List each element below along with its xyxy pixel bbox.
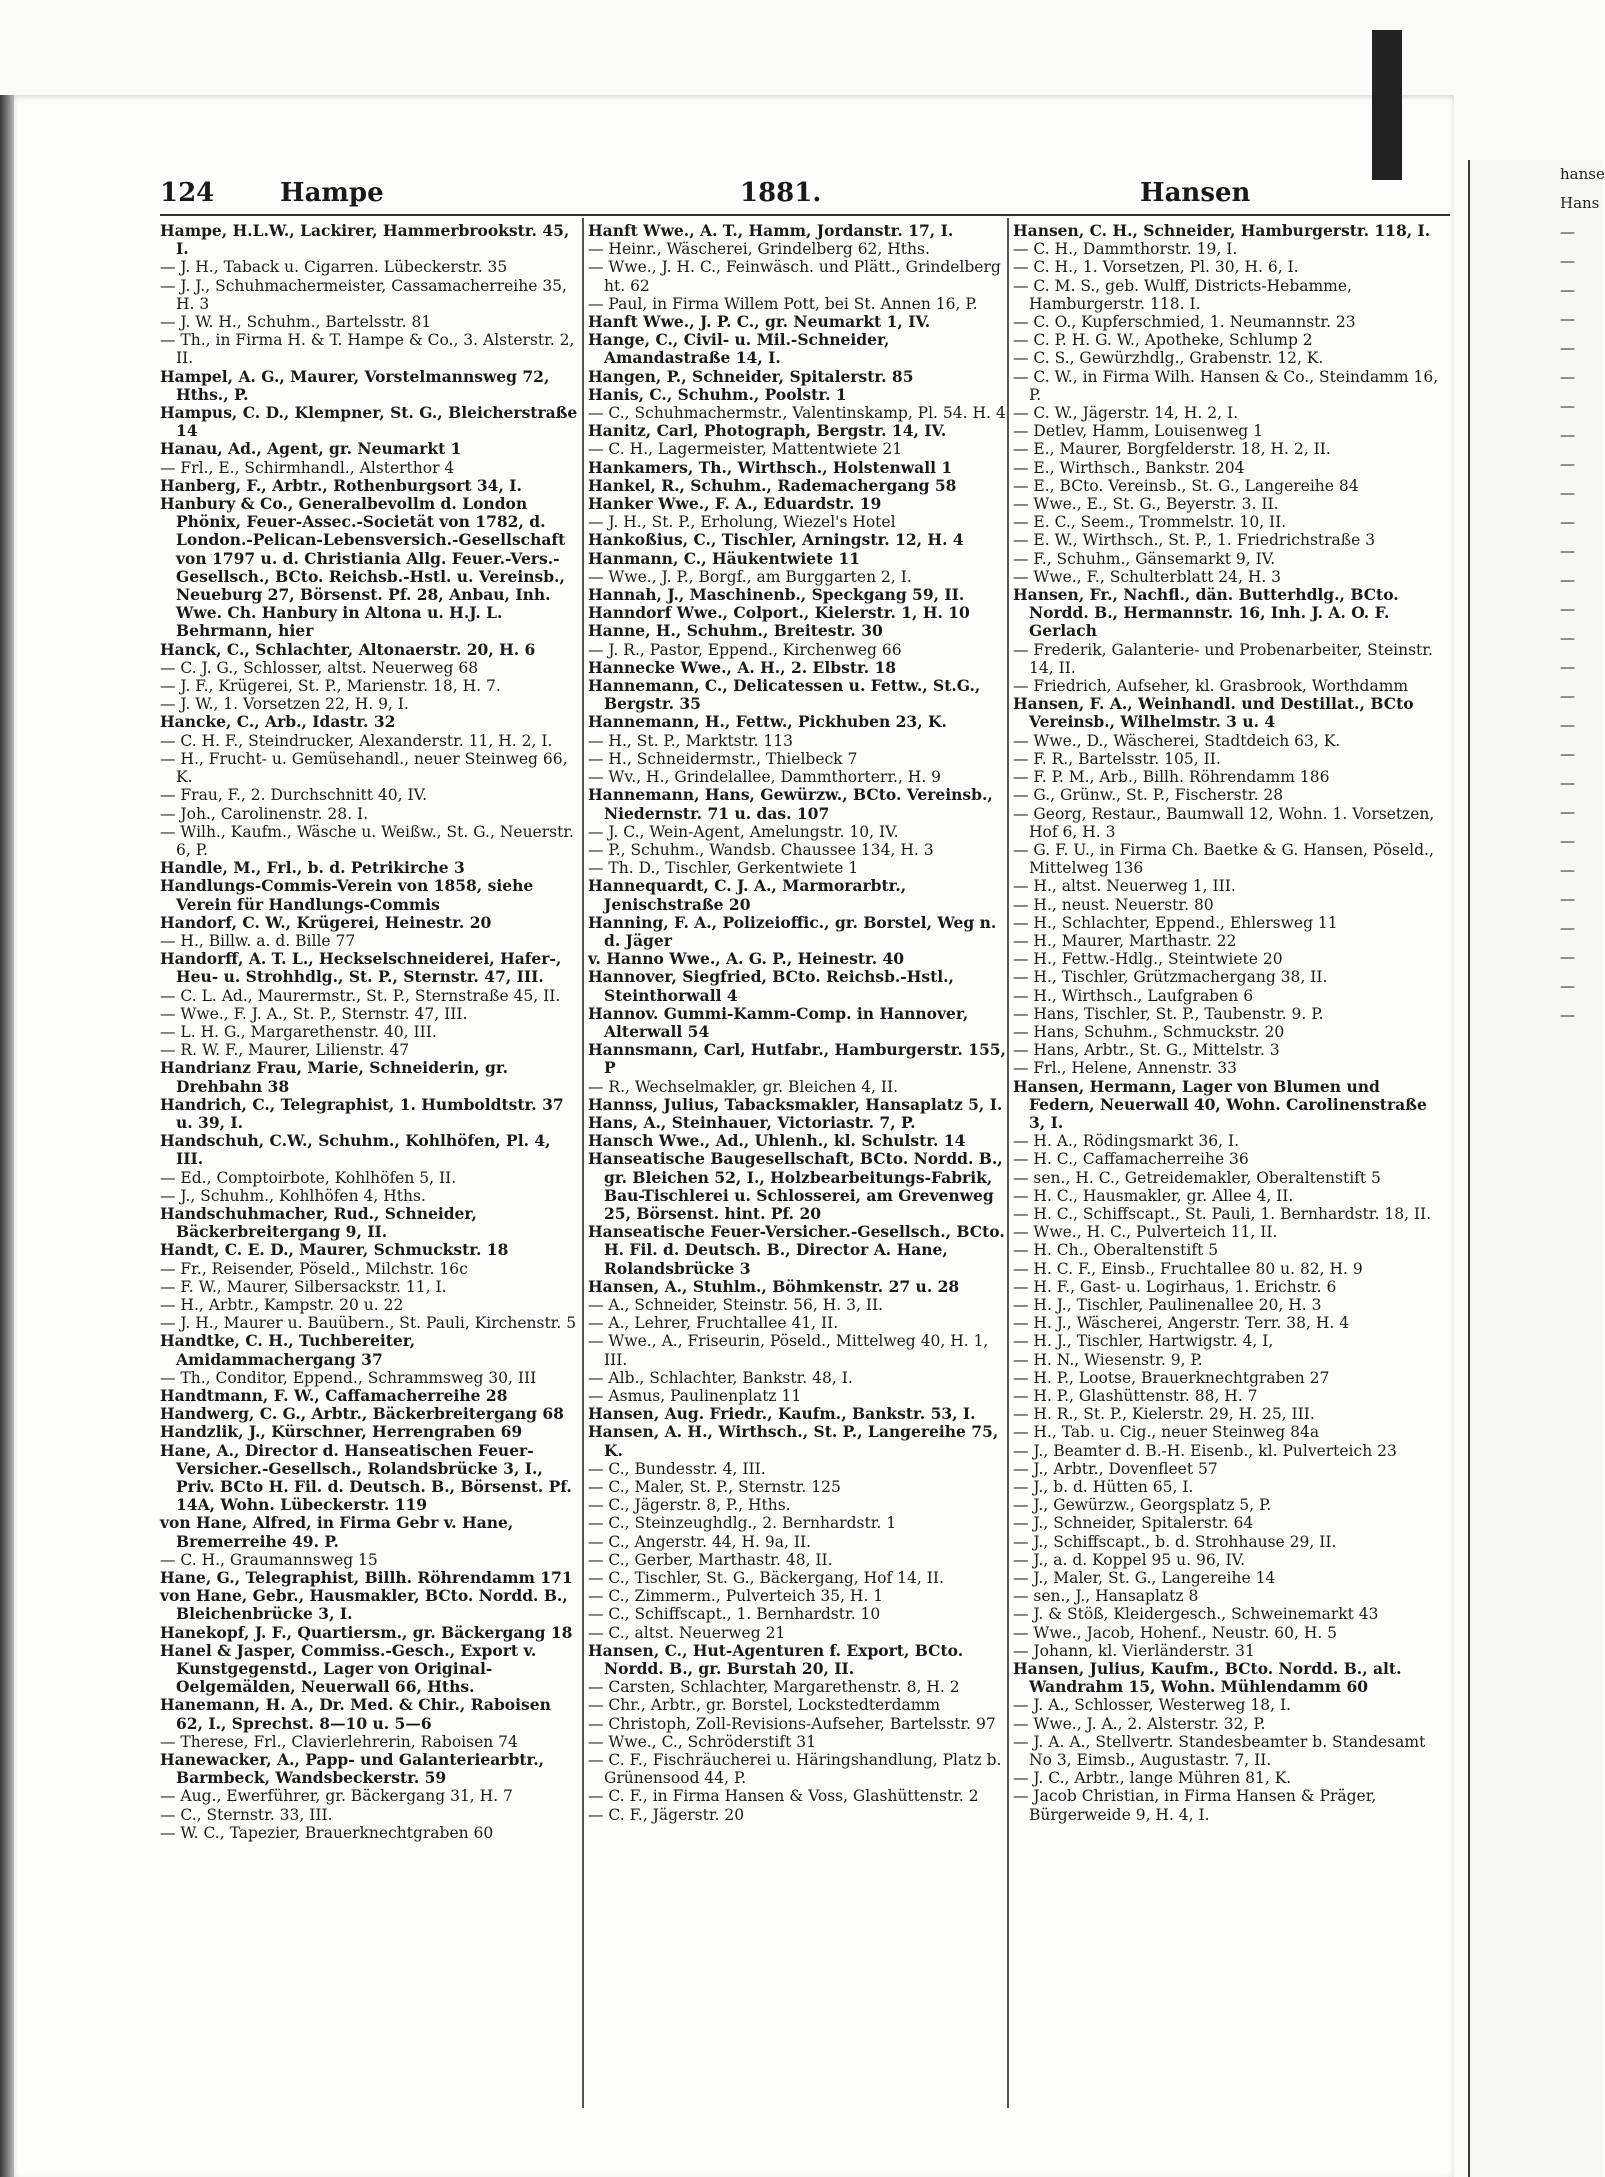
directory-entry: Hanekopf, J. F., Quartiersm., gr. Bäckergang 18 xyxy=(160,1622,573,1642)
directory-entry: — F. W., Maurer, Silbersackstr. 11, I. xyxy=(160,1277,447,1296)
right-running-head: Hansen xyxy=(1140,178,1251,208)
directory-entry: Hanft Wwe., A. T., Hamm, Jordanstr. 17, I. xyxy=(588,221,954,240)
directory-entry: Hanndorf Wwe., Colport., Kielerstr. 1, H. 10 xyxy=(588,603,970,623)
directory-entry: — Wwe., C., Schröderstift 31 xyxy=(588,1732,816,1751)
directory-entry: — W. C., Tapezier, Brauerknechtgraben 60 xyxy=(160,1823,494,1842)
directory-entry: — Th. D., Tischler, Gerkentwiete 1 xyxy=(588,859,859,878)
directory-entry: — Friedrich, Aufseher, kl. Grasbrook, Worthdamm xyxy=(1013,677,1409,696)
directory-entry: — C. W., in Firma Wilh. Hansen & Co., Steindamm 16, P. xyxy=(1013,367,1439,404)
adjacent-page-fragment: — xyxy=(1560,890,1575,908)
directory-entry: — H. C., Hausmakler, gr. Allee 4, II. xyxy=(1013,1186,1294,1205)
directory-entry: Hanberg, F., Arbtr., Rothenburgsort 34, I. xyxy=(160,475,522,495)
directory-entry: — C., Maler, St. P., Sternstr. 125 xyxy=(588,1478,841,1497)
directory-entry: — H., Tab. u. Cig., neuer Steinweg 84a xyxy=(1013,1423,1320,1442)
directory-entry: Handle, M., Frl., b. d. Petrikirche 3 xyxy=(160,858,465,878)
directory-entry: Hankoßius, C., Tischler, Arningstr. 12, H. 4 xyxy=(588,530,964,550)
directory-entry: Hansen, C. H., Schneider, Hamburgerstr. 118, I. xyxy=(1013,221,1431,240)
directory-entry: — Asmus, Paulinenplatz 11 xyxy=(588,1387,802,1405)
adjacent-page-fragment: — xyxy=(1560,455,1575,473)
directory-entry: Hansen, F. A., Weinhandl. und Destillat., BCto Vereinsb., Wilhelmstr. 3 u. 4 xyxy=(1013,694,1414,732)
directory-entry: Hanewacker, A., Papp- und Galanteriearbtr., Barmbeck, Wandsbeckerstr. 59 xyxy=(160,1750,545,1788)
directory-entry: — Frau, F., 2. Durchschnitt 40, IV. xyxy=(160,786,428,805)
adjacent-page-fragment: — xyxy=(1560,484,1575,502)
adjacent-page-fragment: — xyxy=(1560,629,1575,647)
directory-entry: — E., Wirthsch., Bankstr. 204 xyxy=(1013,458,1245,477)
directory-entry: — Therese, Frl., Clavierlehrerin, Raboisen 74 xyxy=(160,1732,518,1751)
directory-entry: — Frederik, Galanterie- und Probenarbeiter, Steinstr. 14, II. xyxy=(1013,640,1433,677)
directory-entry: — Georg, Restaur., Baumwall 12, Wohn. 1. Vorsetzen, Hof 6, H. 3 xyxy=(1013,804,1435,841)
directory-entry: — H., Maurer, Marthastr. 22 xyxy=(1013,931,1237,950)
directory-entry: — Wwe., F., Schulterblatt 24, H. 3 xyxy=(1013,567,1282,586)
directory-entry: — J. C., Arbtr., lange Mühren 81, K. xyxy=(1013,1769,1292,1788)
directory-entry: Hanau, Ad., Agent, gr. Neumarkt 1 xyxy=(160,439,462,459)
directory-entry: — Wwe., F. J. A., St. P., Sternstr. 47, III. xyxy=(160,1004,468,1023)
directory-entry: — Th., in Firma H. & T. Hampe & Co., 3. Alsterstr. 2, II. xyxy=(160,331,575,368)
adjacent-page-fragment: hanse xyxy=(1560,165,1605,183)
directory-entry: — J. W., 1. Vorsetzen 22, H. 9, I. xyxy=(160,695,409,714)
directory-entry: — J. R., Pastor, Eppend., Kirchenweg 66 xyxy=(588,640,902,659)
directory-entry: — Wwe., J. A., 2. Alsterstr. 32, P. xyxy=(1013,1714,1266,1733)
directory-entry: — Paul, in Firma Willem Pott, bei St. Annen 16, P. xyxy=(588,294,978,313)
directory-entry: Hanck, C., Schlachter, Altonaerstr. 20, H. 6 xyxy=(160,639,536,659)
directory-entry: von Hane, Gebr., Hausmakler, BCto. Nordd. B., Bleichenbrücke 3, I. xyxy=(160,1586,568,1624)
directory-entry: — Aug., Ewerführer, gr. Bäckergang 31, H. 7 xyxy=(160,1787,513,1806)
directory-entry: Hanker Wwe., F. A., Eduardstr. 19 xyxy=(588,494,882,514)
directory-entry: — sen., J., Hansaplatz 8 xyxy=(1013,1587,1199,1606)
directory-entry: Handwerg, C. G., Arbtr., Bäckerbreitergang 68 xyxy=(160,1404,564,1424)
directory-entry: Handrianz Frau, Marie, Schneiderin, gr. Drehbahn 38 xyxy=(160,1058,508,1096)
directory-entry: — Wwe., Jacob, Hohenf., Neustr. 60, H. 5 xyxy=(1013,1623,1338,1642)
directory-entry: — J., Beamter d. B.-H. Eisenb., kl. Pulverteich 23 xyxy=(1013,1441,1397,1460)
directory-entry: Hansen, Fr., Nachfl., dän. Butterhdlg., BCto. Nordd. B., Hermannstr. 16, Inh. J. A. O. F. Gerlach xyxy=(1013,585,1399,641)
directory-entry: — C. S., Gewürzhdlg., Grabenstr. 12, K. xyxy=(1013,349,1324,368)
directory-entry: Handorff, A. T. L., Heckselschneiderei, Hafer-, Heu- u. Strohhdlg., St. P., Sternstr. 47, III. xyxy=(160,949,562,987)
adjacent-page-fragment: — xyxy=(1560,600,1575,618)
directory-entry: — H., St. P., Marktstr. 113 xyxy=(588,731,793,750)
scan-edge-strip xyxy=(1372,30,1402,180)
directory-entry: — C. H., Lagermeister, Mattentwiete 21 xyxy=(588,440,903,459)
directory-entry: Hankel, R., Schuhm., Rademachergang 58 xyxy=(588,475,957,495)
directory-entry: — H., Arbtr., Kampstr. 20 u. 22 xyxy=(160,1295,404,1314)
directory-entry: Handlungs-Commis-Verein von 1858, siehe Verein für Handlungs-Commis xyxy=(160,876,534,914)
adjacent-page-fragment: — xyxy=(1560,368,1575,386)
directory-entry: Hange, C., Civil- u. Mil.-Schneider, Amandastraße 14, I. xyxy=(588,330,890,368)
directory-entry: — Hans, Tischler, St. P., Taubenstr. 9. P. xyxy=(1013,1004,1324,1023)
directory-entry: — H., Fettw.-Hdlg., Steintwiete 20 xyxy=(1013,950,1283,969)
directory-entry: Hannemann, H., Fettw., Pickhuben 23, K. xyxy=(588,712,947,732)
directory-entry: — E. C., Seem., Trommelstr. 10, II. xyxy=(1013,513,1287,532)
directory-entry: — E., Maurer, Borgfelderstr. 18, H. 2, II. xyxy=(1013,440,1331,459)
directory-entry: Handt, C. E. D., Maurer, Schmuckstr. 18 xyxy=(160,1240,509,1260)
directory-entry: Handschuhmacher, Rud., Schneider, Bäckerbreitergang 9, II. xyxy=(160,1203,477,1242)
directory-entry: — Frl., Helene, Annenstr. 33 xyxy=(1013,1059,1237,1078)
directory-entry: — R. W. F., Maurer, Lilienstr. 47 xyxy=(160,1041,410,1060)
directory-entry: Hannecke Wwe., A. H., 2. Elbstr. 18 xyxy=(588,657,897,677)
directory-entry: Hanning, F. A., Polizeioffic., gr. Borstel, Weg n. d. Jäger xyxy=(588,912,997,950)
directory-entry: Hanitz, Carl, Photograph, Bergstr. 14, IV. xyxy=(588,421,947,441)
directory-entry: — F. R., Bartelsstr. 105, II. xyxy=(1013,749,1221,768)
directory-entry: — H. P., Glashüttenstr. 88, H. 7 xyxy=(1013,1387,1258,1405)
directory-entry: Hannemann, C., Delicatessen u. Fettw., St.G., Bergstr. 35 xyxy=(588,676,981,714)
directory-entry: — R., Wechselmakler, gr. Bleichen 4, II. xyxy=(588,1077,899,1096)
year-heading: 1881. xyxy=(740,178,822,208)
directory-entry: — J. & Stöß, Kleidergesch., Schweinemarkt 43 xyxy=(1013,1605,1379,1624)
directory-entry: — J. H., St. P., Erholung, Wiezel's Hotel xyxy=(588,513,896,532)
directory-entry: — C. O., Kupferschmied, 1. Neumannstr. 23 xyxy=(1013,313,1356,332)
directory-entry: — Chr., Arbtr., gr. Borstel, Lockstedterdamm xyxy=(588,1696,941,1715)
directory-entry: — J. C., Wein-Agent, Amelungstr. 10, IV. xyxy=(588,822,899,841)
directory-entry: — J. H., Maurer u. Bauübern., St. Pauli, Kirchenstr. 5 xyxy=(160,1314,577,1333)
directory-entry: Hannover, Siegfried, BCto. Reichsb.-Hstl., Steinthorwall 4 xyxy=(588,967,954,1005)
directory-entry: — C., Steinzeughdlg., 2. Bernhardstr. 1 xyxy=(588,1514,897,1533)
directory-entry: Hannov. Gummi-Kamm-Comp. in Hannover, Alterwall 54 xyxy=(588,1003,969,1041)
directory-entry: — C. L. Ad., Maurermstr., St. P., Sternstraße 45, II. xyxy=(160,986,561,1005)
directory-entry: — C., Angerstr. 44, H. 9a, II. xyxy=(588,1532,812,1551)
directory-entry: Hancke, C., Arb., Idastr. 32 xyxy=(160,712,396,732)
directory-entry: Hane, A., Director d. Hanseatischen Feuer-Versicher.-Gesellsch., Rolandsbrücke 3, I., Priv. BCto H. Fil. d. Deutsch. B., Börsenst. Pf. 14A, Wohn. Lübeckerstr. 119 xyxy=(160,1440,572,1515)
adjacent-page-fragment: — xyxy=(1560,658,1575,676)
column-divider xyxy=(582,218,584,2108)
directory-entry: — C., Jägerstr. 8, P., Hths. xyxy=(588,1496,791,1515)
directory-entry: — J. H., Taback u. Cigarren. Lübeckerstr. 35 xyxy=(160,258,508,277)
directory-entry: Hansen, Aug. Friedr., Kaufm., Bankstr. 53, I. xyxy=(588,1404,976,1424)
directory-entry: Hansen, Julius, Kaufm., BCto. Nordd. B., alt. Wandrahm 15, Wohn. Mühlendamm 60 xyxy=(1013,1659,1402,1697)
adjacent-page-fragment: — xyxy=(1560,397,1575,415)
directory-column-2 xyxy=(588,222,1006,2112)
directory-entry: Hankamers, Th., Wirthsch., Holstenwall 1 xyxy=(588,457,953,477)
directory-entry: Hanmann, C., Häukentwiete 11 xyxy=(588,548,861,568)
directory-entry: — J., Schneider, Spitalerstr. 64 xyxy=(1013,1514,1254,1533)
directory-entry: — Christoph, Zoll-Revisions-Aufseher, Bartelsstr. 97 xyxy=(588,1714,996,1733)
adjacent-page-fragment: — xyxy=(1560,716,1575,734)
directory-entry: — J., Schuhm., Kohlhöfen 4, Hths. xyxy=(160,1186,426,1205)
directory-entry: Hannemann, Hans, Gewürzw., BCto. Vereinsb., Niedernstr. 71 u. das. 107 xyxy=(588,785,993,823)
directory-entry: — Wwe., J. P., Borgf., am Burggarten 2, I. xyxy=(588,567,912,586)
adjacent-page-fragment: — xyxy=(1560,513,1575,531)
directory-entry: — H. Ch., Oberaltenstift 5 xyxy=(1013,1241,1219,1260)
adjacent-page-fragment: — xyxy=(1560,223,1575,241)
adjacent-page-fragment: — xyxy=(1560,339,1575,357)
directory-column-1 xyxy=(160,222,578,2112)
directory-entry: — H. A., Rödingsmarkt 36, I. xyxy=(1013,1132,1240,1151)
adjacent-page-fragment: Hans xyxy=(1560,194,1600,212)
directory-entry: — G., Grünw., St. P., Fischerstr. 28 xyxy=(1013,786,1284,805)
adjacent-page-fragment: — xyxy=(1560,252,1575,270)
directory-entry: Hampus, C. D., Klempner, St. G., Bleicherstraße 14 xyxy=(160,403,578,441)
directory-entry: — C. H., 1. Vorsetzen, Pl. 30, H. 6, I. xyxy=(1013,258,1299,277)
directory-entry: — Wwe., H. C., Pulverteich 11, II. xyxy=(1013,1223,1278,1242)
directory-entry: — Wwe., D., Wäscherei, Stadtdeich 63, K. xyxy=(1013,731,1341,750)
directory-entry: Hannss, Julius, Tabacksmakler, Hansaplatz 5, I. xyxy=(588,1094,1003,1114)
directory-entry: Hangen, P., Schneider, Spitalerstr. 85 xyxy=(588,366,914,386)
directory-entry: Hanne, H., Schuhm., Breitestr. 30 xyxy=(588,621,883,641)
directory-entry: — Hans, Arbtr., St. G., Mittelstr. 3 xyxy=(1013,1041,1280,1060)
directory-entry: Hanft Wwe., J. P. C., gr. Neumarkt 1, IV. xyxy=(588,312,931,332)
directory-entry: Hampel, A. G., Maurer, Vorstelmannsweg 72, Hths., P. xyxy=(160,366,550,404)
directory-entry: Hans, A., Steinhauer, Victoriastr. 7, P. xyxy=(588,1112,916,1132)
directory-entry: Hansch Wwe., Ad., Uhlenh., kl. Schulstr. 14 xyxy=(588,1131,966,1151)
directory-entry: Handrich, C., Telegraphist, 1. Humboldtstr. 37 u. 39, I. xyxy=(160,1094,564,1132)
directory-entry: — E., BCto. Vereinsb., St. G., Langereihe 84 xyxy=(1013,476,1359,495)
directory-entry: — C. J. G., Schlosser, altst. Neuerweg 68 xyxy=(160,658,479,677)
directory-entry: — J., Maler, St. G., Langereihe 14 xyxy=(1013,1569,1276,1588)
directory-entry: — C. M. S., geb. Wulff, Districts-Hebamme, Hamburgerstr. 118. I. xyxy=(1013,276,1352,313)
header-rule xyxy=(160,214,1450,216)
adjacent-page-fragment: — xyxy=(1560,745,1575,763)
directory-column-3 xyxy=(1013,222,1443,2112)
directory-entry: — H. C., Schiffscapt., St. Pauli, 1. Bernhardstr. 18, II. xyxy=(1013,1204,1432,1223)
directory-entry: Handtmann, F. W., Caffamacherreihe 28 xyxy=(160,1386,508,1405)
directory-entry: — Fr., Reisender, Pöseld., Milchstr. 16c xyxy=(160,1259,468,1278)
directory-entry: — C., altst. Neuerweg 21 xyxy=(588,1623,786,1642)
directory-entry: — J. F., Krügerei, St. P., Marienstr. 18, H. 7. xyxy=(160,677,501,696)
adjacent-page-fragment: — xyxy=(1560,687,1575,705)
directory-entry: — J., a. d. Koppel 95 u. 96, IV. xyxy=(1013,1550,1246,1569)
directory-entry: — C. H., Dammthorstr. 19, I. xyxy=(1013,240,1238,259)
directory-entry: Handzlik, J., Kürschner, Herrengraben 69 xyxy=(160,1422,523,1442)
directory-entry: — H. J., Tischler, Hartwigstr. 4, I, xyxy=(1013,1332,1274,1351)
directory-entry: — C. F., in Firma Hansen & Voss, Glashüttenstr. 2 xyxy=(588,1787,979,1806)
directory-entry: — Wwe., J. H. C., Feinwäsch. und Plätt., Grindelberg ht. 62 xyxy=(588,258,1001,295)
directory-entry: — C., Bundesstr. 4, III. xyxy=(588,1459,766,1478)
directory-entry: — Wwe., E., St. G., Beyerstr. 3. II. xyxy=(1013,495,1279,514)
directory-entry: — C., Schiffscapt., 1. Bernhardstr. 10 xyxy=(588,1605,881,1624)
directory-entry: — C., Gerber, Marthastr. 48, II. xyxy=(588,1550,833,1569)
directory-entry: — H. C., Caffamacherreihe 36 xyxy=(1013,1150,1249,1169)
directory-entry: — J., Arbtr., Dovenfleet 57 xyxy=(1013,1459,1218,1478)
directory-entry: — Joh., Carolinenstr. 28. I. xyxy=(160,804,369,823)
directory-entry: — C. P. H. G. W., Apotheke, Schlump 2 xyxy=(1013,331,1313,350)
directory-entry: Hanseatische Feuer-Versicher.-Gesellsch., BCto. H. Fil. d. Deutsch. B., Director A. Hane, Rolandsbrücke 3 xyxy=(588,1222,1005,1278)
directory-entry: Hampe, H.L.W., Lackirer, Hammerbrookstr. 45, I. xyxy=(160,221,570,259)
directory-entry: — Alb., Schlachter, Bankstr. 48, I. xyxy=(588,1368,853,1387)
directory-entry: — C., Schuhmachermstr., Valentinskamp, Pl. 54. H. 4 xyxy=(588,404,1006,423)
directory-entry: — H. N., Wiesenstr. 9, P. xyxy=(1013,1350,1203,1369)
directory-entry: — H., neust. Neuerstr. 80 xyxy=(1013,895,1214,914)
directory-entry: — C. H. F., Steindrucker, Alexanderstr. 11, H. 2, I. xyxy=(160,731,553,750)
directory-entry: — J., Gewürzw., Georgsplatz 5, P. xyxy=(1013,1496,1272,1515)
directory-entry: — Jacob Christian, in Firma Hansen & Präger, Bürgerweide 9, H. 4, I. xyxy=(1013,1787,1377,1824)
directory-entry: — C. H., Graumannsweg 15 xyxy=(160,1550,378,1569)
directory-entry: — C., Sternstr. 33, III. xyxy=(160,1805,333,1824)
directory-entry: — H. J., Tischler, Paulinenallee 20, H. 3 xyxy=(1013,1295,1322,1314)
directory-entry: Hanseatische Baugesellschaft, BCto. Nordd. B., gr. Bleichen 52, I., Holzbearbeitungs-Fabrik, Bau-Tischlerei u. Schlosserei, am Grevenweg 25, Börsenst. hint. Pf. 20 xyxy=(588,1149,1003,1223)
directory-entry: — C., Tischler, St. G., Bäckergang, Hof 14, II. xyxy=(588,1569,944,1588)
directory-entry: Handtke, C. H., Tuchbereiter, Amidammachergang 37 xyxy=(160,1331,416,1369)
directory-entry: — sen., H. C., Getreidemakler, Oberaltenstift 5 xyxy=(1013,1168,1381,1187)
directory-entry: — J. A. A., Stellvertr. Standesbeamter b. Standesamt No 3, Eimsb., Augustastr. 7, II. xyxy=(1013,1732,1426,1770)
directory-entry: — Carsten, Schlachter, Margarethenstr. 8, H. 2 xyxy=(588,1678,960,1697)
directory-entry: Handschuh, C.W., Schuhm., Kohlhöfen, Pl. 4, III. xyxy=(160,1131,551,1169)
directory-entry: — H., altst. Neuerweg 1, III. xyxy=(1013,877,1236,896)
adjacent-page-fragment: — xyxy=(1560,803,1575,821)
directory-entry: Hansen, Hermann, Lager von Blumen und Federn, Neuerwall 40, Wohn. Carolinenstraße 3, I. xyxy=(1013,1076,1427,1132)
directory-entry: — F., Schuhm., Gänsemarkt 9, IV. xyxy=(1013,549,1276,568)
directory-entry: — Johann, kl. Vierländerstr. 31 xyxy=(1013,1641,1255,1660)
directory-entry: — H. C. F., Einsb., Fruchtallee 80 u. 82, H. 9 xyxy=(1013,1259,1363,1278)
directory-entry: — E. W., Wirthsch., St. P., 1. Friedrichstraße 3 xyxy=(1013,531,1376,550)
directory-entry: — H. F., Gast- u. Logirhaus, 1. Erichstr. 6 xyxy=(1013,1277,1337,1296)
page-number: 124 xyxy=(160,178,215,208)
directory-entry: — H., Schneidermstr., Thielbeck 7 xyxy=(588,749,858,768)
directory-entry: — J., b. d. Hütten 65, I. xyxy=(1013,1478,1194,1497)
page-header xyxy=(160,178,1410,212)
directory-entry: Hanel & Jasper, Commiss.-Gesch., Export v. Kunstgegenstd., Lager von Original-Oelgemälden, Neuerwall 66, Hths. xyxy=(160,1640,537,1697)
adjacent-page-fragment: — xyxy=(1560,281,1575,299)
adjacent-page-fragment: — xyxy=(1560,948,1575,966)
directory-entry: — H., Schlachter, Eppend., Ehlersweg 11 xyxy=(1013,913,1338,932)
directory-entry: — H. J., Wäscherei, Angerstr. Terr. 38, H. 4 xyxy=(1013,1314,1350,1333)
left-running-head: Hampe xyxy=(280,178,384,208)
directory-entry: — Heinr., Wäscherei, Grindelberg 62, Hths. xyxy=(588,240,930,259)
directory-entry: v. Hanno Wwe., A. G. P., Heinestr. 40 xyxy=(588,949,905,969)
directory-entry: Hansen, C., Hut-Agenturen f. Export, BCto. Nordd. B., gr. Burstah 20, II. xyxy=(588,1640,964,1679)
directory-entry: — P., Schuhm., Wandsb. Chaussee 134, H. 3 xyxy=(588,840,934,859)
directory-entry: Hannsmann, Carl, Hutfabr., Hamburgerstr. 155, P xyxy=(588,1040,1006,1078)
directory-entry: — Wwe., A., Friseurin, Pöseld., Mittelweg 40, H. 1, III. xyxy=(588,1332,989,1369)
adjacent-page-edge xyxy=(1468,160,1605,2177)
directory-entry: — H. R., St. P., Kielerstr. 29, H. 25, III. xyxy=(1013,1405,1315,1424)
directory-entry: — J. W. H., Schuhm., Bartelsstr. 81 xyxy=(160,313,432,332)
directory-entry: — J. J., Schuhmachermeister, Cassamacherreihe 35, H. 3 xyxy=(160,276,567,313)
directory-entry: Hannah, J., Maschinenb., Speckgang 59, II. xyxy=(588,585,965,605)
directory-entry: Hanis, C., Schuhm., Poolstr. 1 xyxy=(588,384,847,404)
directory-entry: Hansen, A. H., Wirthsch., St. P., Langereihe 75, K. xyxy=(588,1422,999,1460)
adjacent-page-fragment: — xyxy=(1560,861,1575,879)
directory-entry: Hanbury & Co., Generalbevollm d. London Phönix, Feuer-Assec.-Societät von 1782, d. London.-Pelican-Lebensversich.-Gesellschaft von 1797 u. d. Christiania Allg. Feuer.-Vers.-Gesellsch., BCto. Reichsb.-Hstl. u. Vereinsb., Neueburg 27, Börsenst. Pf. 28, Anbau, Inh. Wwe. Ch. Hanbury in Altona u. H.J. L. Behrmann, hier xyxy=(160,494,566,641)
directory-entry: — Hans, Schuhm., Schmuckstr. 20 xyxy=(1013,1022,1285,1041)
directory-entry: — Th., Conditor, Eppend., Schrammsweg 30, III xyxy=(160,1368,537,1387)
directory-entry: — H., Tischler, Grützmachergang 38, II. xyxy=(1013,968,1328,987)
adjacent-page-fragment: — xyxy=(1560,774,1575,792)
adjacent-page-fragment: — xyxy=(1560,977,1575,995)
book-binding xyxy=(0,95,14,2177)
adjacent-page-fragment: — xyxy=(1560,919,1575,937)
column-divider xyxy=(1007,218,1009,2108)
adjacent-page-fragment: — xyxy=(1560,832,1575,850)
directory-entry: — G. F. U., in Firma Ch. Baetke & G. Hansen, Pöseld., Mittelweg 136 xyxy=(1013,840,1434,878)
directory-entry: — C. F., Fischräucherei u. Häringshandlung, Platz b. Grünensood 44, P. xyxy=(588,1751,1002,1788)
directory-entry: — A., Lehrer, Fruchtallee 41, II. xyxy=(588,1314,839,1333)
directory-entry: — H. P., Lootse, Brauerknechtgraben 27 xyxy=(1013,1368,1330,1387)
directory-entry: — C., Zimmerm., Pulverteich 35, H. 1 xyxy=(588,1587,884,1606)
directory-entry: Hane, G., Telegraphist, Billh. Röhrendamm 171 xyxy=(160,1568,573,1588)
adjacent-page-fragment: — xyxy=(1560,310,1575,328)
directory-entry: Hannequardt, C. J. A., Marmorarbtr., Jenischstraße 20 xyxy=(588,876,907,914)
adjacent-page-fragment: — xyxy=(1560,571,1575,589)
directory-entry: von Hane, Alfred, in Firma Gebr v. Hane, Bremerreihe 49. P. xyxy=(160,1513,514,1551)
directory-entry: — A., Schneider, Steinstr. 56, H. 3, II. xyxy=(588,1295,883,1314)
directory-entry: — C. F., Jägerstr. 20 xyxy=(588,1805,745,1824)
directory-entry: — L. H. G., Margarethenstr. 40, III. xyxy=(160,1022,437,1041)
directory-entry: — Detlev, Hamm, Louisenweg 1 xyxy=(1013,422,1263,441)
directory-entry: Hansen, A., Stuhlm., Böhmkenstr. 27 u. 28 xyxy=(588,1276,960,1296)
directory-entry: Handorf, C. W., Krügerei, Heinestr. 20 xyxy=(160,912,492,932)
directory-entry: — C. W., Jägerstr. 14, H. 2, I. xyxy=(1013,404,1239,423)
directory-entry: — Frl., E., Schirmhandl., Alsterthor 4 xyxy=(160,458,455,477)
directory-entry: — H., Wirthsch., Laufgraben 6 xyxy=(1013,986,1254,1005)
directory-entry: — J. A., Schlosser, Westerweg 18, I. xyxy=(1013,1696,1292,1715)
directory-entry: — J., Schiffscapt., b. d. Strohhause 29, II. xyxy=(1013,1532,1337,1551)
adjacent-page-fragment: — xyxy=(1560,1006,1575,1024)
directory-entry: — Ed., Comptoirbote, Kohlhöfen 5, II. xyxy=(160,1168,457,1187)
directory-entry: — F. P. M., Arb., Billh. Röhrendamm 186 xyxy=(1013,768,1330,787)
directory-entry: Hanemann, H. A., Dr. Med. & Chir., Raboisen 62, I., Sprechst. 8—10 u. 5—6 xyxy=(160,1695,551,1733)
directory-entry: — Wilh., Kaufm., Wäsche u. Weißw., St. G., Neuerstr. 6, P. xyxy=(160,822,574,859)
directory-entry: — Wv., H., Grindelallee, Dammthorterr., H. 9 xyxy=(588,768,942,787)
adjacent-page-fragment: — xyxy=(1560,542,1575,560)
directory-entry: — H., Frucht- u. Gemüsehandl., neuer Steinweg 66, K. xyxy=(160,749,568,787)
directory-entry: — H., Billw. a. d. Bille 77 xyxy=(160,931,356,950)
adjacent-page-fragment: — xyxy=(1560,426,1575,444)
